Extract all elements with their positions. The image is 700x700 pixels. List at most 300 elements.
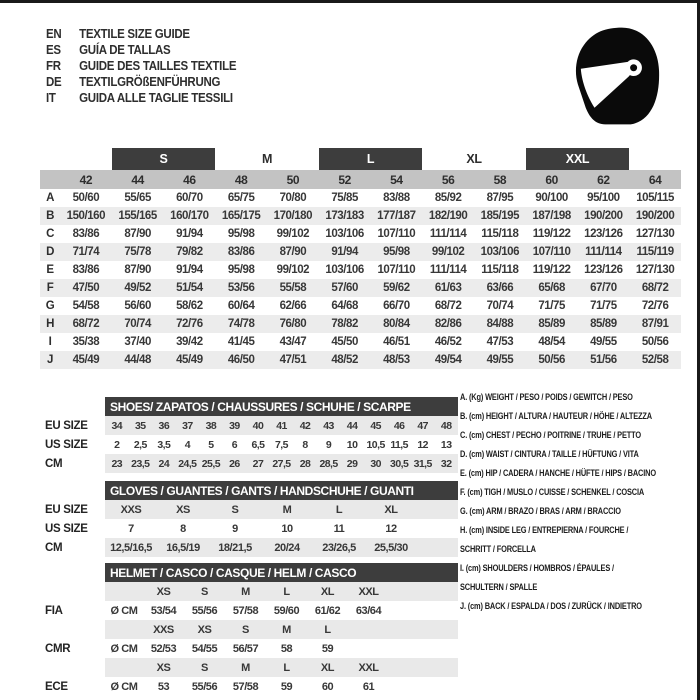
measure-row-b xyxy=(40,207,681,225)
value-cell: 2,5 xyxy=(133,438,147,451)
header-spacer xyxy=(45,481,105,500)
value-cell: XL xyxy=(384,503,398,516)
size-value: 119/122 xyxy=(532,228,571,240)
size-value: 170/180 xyxy=(273,210,313,222)
size-value: 71/75 xyxy=(538,300,565,312)
section-row xyxy=(45,538,458,557)
size-value: 44/48 xyxy=(124,354,151,366)
section-row xyxy=(45,435,458,454)
helmet-value: 61 xyxy=(362,680,375,693)
size-value: 87/90 xyxy=(279,246,307,258)
size-value: 63/66 xyxy=(486,282,514,294)
helmet-size-label: XXS xyxy=(153,623,174,636)
size-group-l: L xyxy=(319,148,423,170)
legend-entry xyxy=(460,597,693,616)
size-value: 95/98 xyxy=(227,264,255,276)
size-value: 84/88 xyxy=(486,318,514,330)
sizes-strip xyxy=(105,620,458,639)
helmet-size-label: XS xyxy=(156,661,171,674)
row-label: US SIZE xyxy=(45,438,88,451)
legend-line: I. (cm) SHOULDERS / HOMBROS / ÉPAULES / xyxy=(460,563,614,574)
value-cell: 31,5 xyxy=(413,457,432,470)
helmet-value: 53 xyxy=(157,680,170,693)
row-label xyxy=(45,582,105,601)
value-cell: 42 xyxy=(299,419,311,432)
value-cell: 10 xyxy=(346,438,358,451)
value-cell: 10 xyxy=(281,522,293,535)
size-value: 115/119 xyxy=(636,246,674,258)
helmet-size-label: L xyxy=(283,585,290,598)
size-value: 50/60 xyxy=(72,192,100,204)
size-value: 47/50 xyxy=(72,282,100,294)
value-cell: 7 xyxy=(128,522,134,535)
value-cell: 11 xyxy=(333,522,345,535)
helmet-size-label: XS xyxy=(156,585,171,598)
values-strip xyxy=(105,538,458,557)
row-letter: A xyxy=(46,192,54,204)
size-value: 76/80 xyxy=(279,318,307,330)
size-value: 68/72 xyxy=(641,282,669,294)
standard-label: CMR xyxy=(45,642,71,655)
size-value: 37/40 xyxy=(124,336,151,348)
size-value: 54/58 xyxy=(72,300,100,312)
helmet-value: 59 xyxy=(321,642,334,655)
size-value: 119/122 xyxy=(532,264,571,276)
legend-entry xyxy=(460,426,693,445)
row-label: EU SIZE xyxy=(45,503,88,516)
size-value: 123/126 xyxy=(584,228,623,240)
size-value: 91/94 xyxy=(331,246,358,258)
value-cell: 9 xyxy=(232,522,238,535)
column-header: 58 xyxy=(493,172,507,187)
row-label: US SIZE xyxy=(45,522,88,535)
row-letter: F xyxy=(46,282,54,294)
section-title-bar: HELMET / CASCO / CASQUE / HELM / CASCO xyxy=(105,563,458,582)
size-value: 45/49 xyxy=(72,354,100,366)
size-value: 155/165 xyxy=(118,210,157,222)
size-value: 79/82 xyxy=(176,246,203,258)
value-cell: XXS xyxy=(120,503,142,516)
section-title-bar: GLOVES / GUANTES / GANTS / HANDSCHUHE / GUANTI xyxy=(105,481,458,500)
values-strip xyxy=(105,677,458,696)
size-value: 90/100 xyxy=(535,192,568,204)
column-header: 64 xyxy=(648,172,662,187)
legend-line: C. (cm) CHEST / PECHO / POITRINE / TRUHE / PETTO xyxy=(460,430,641,441)
language-row xyxy=(46,74,236,90)
column-header: 48 xyxy=(234,172,248,187)
size-value: 70/74 xyxy=(124,318,151,330)
value-cell: 20/24 xyxy=(274,541,300,554)
helmet-size-label: XL xyxy=(320,585,335,598)
value-cell: 18/21,5 xyxy=(218,541,252,554)
value-cell: 12,5/16,5 xyxy=(110,541,152,554)
value-cell: 41 xyxy=(276,419,287,432)
value-cell: 6 xyxy=(231,438,238,451)
size-value: 190/200 xyxy=(584,210,623,222)
helmet-value: 54/55 xyxy=(191,642,218,655)
size-value: 47/53 xyxy=(486,336,514,348)
value-cell: 23/26,5 xyxy=(322,541,356,554)
value-cell: 39 xyxy=(229,419,240,432)
row-label: CM xyxy=(45,541,63,554)
size-value: 68/72 xyxy=(434,300,462,312)
size-value: 51/54 xyxy=(176,282,203,294)
language-code: IT xyxy=(46,91,56,105)
value-cell: 25,5/30 xyxy=(374,541,408,554)
size-value: 46/50 xyxy=(227,354,255,366)
legend-entry xyxy=(460,388,693,407)
size-value: 115/118 xyxy=(481,264,519,276)
column-header: 56 xyxy=(441,172,455,187)
value-cell: 13 xyxy=(440,438,452,451)
language-title-list xyxy=(46,26,253,106)
size-group-xl: XL xyxy=(466,152,482,166)
column-header: 42 xyxy=(79,172,93,187)
value-cell: 29 xyxy=(346,457,358,470)
size-value: 68/72 xyxy=(72,318,100,330)
helmet-value: 57/58 xyxy=(232,680,259,693)
helmet-sizes-row xyxy=(45,582,458,601)
legend-line: F. (cm) TIGH / MUSLO / CUISSE / SCHENKEL / COSCIA xyxy=(460,487,645,498)
language-row xyxy=(46,42,236,58)
value-cell: 45 xyxy=(370,419,381,432)
size-value: 95/100 xyxy=(587,192,620,204)
value-cell: 7,5 xyxy=(275,438,288,451)
legend-line: D. (cm) WAIST / CINTURA / TAILLE / HÜFTUNG / VITA xyxy=(460,449,639,460)
value-cell: 37 xyxy=(182,419,193,432)
helmet-sizes-row xyxy=(45,658,458,677)
size-value: 35/38 xyxy=(72,336,100,348)
helmet-values-row xyxy=(45,601,458,620)
value-cell: 8 xyxy=(302,438,308,451)
standard-label: ECE xyxy=(45,680,68,693)
size-value: 105/115 xyxy=(636,192,675,204)
size-value: 111/114 xyxy=(585,246,622,258)
helmet-value: 61/62 xyxy=(314,604,341,617)
size-group-row xyxy=(40,148,681,170)
size-value: 45/49 xyxy=(176,354,203,366)
values-strip xyxy=(105,639,458,658)
row-letter: J xyxy=(47,354,53,366)
size-value: 127/130 xyxy=(635,264,675,276)
size-value: 72/76 xyxy=(176,318,203,330)
value-cell: 24,5 xyxy=(178,457,197,470)
row-letter: G xyxy=(45,300,55,312)
helmet-value: 63/64 xyxy=(355,604,382,617)
value-cell: 23 xyxy=(111,457,123,470)
legend-line: SCHRITT / FORCELLA xyxy=(460,544,536,555)
size-value: 62/66 xyxy=(279,300,307,312)
size-value: 55/58 xyxy=(279,282,307,294)
size-value: 65/68 xyxy=(538,282,565,294)
helmet-value: 56/57 xyxy=(232,642,259,655)
helmet-values-row xyxy=(45,677,458,696)
language-code: FR xyxy=(46,59,61,73)
value-cell: 16,5/19 xyxy=(166,541,200,554)
values-strip xyxy=(105,601,458,620)
helmet-size-label: M xyxy=(241,661,250,674)
size-value: 111/114 xyxy=(429,228,467,240)
guide-title: TEXTILE SIZE GUIDE xyxy=(79,27,190,41)
section-row xyxy=(45,416,458,435)
value-cell: 27 xyxy=(252,457,264,470)
helmet-size-label: XXL xyxy=(358,585,379,598)
size-value: 99/102 xyxy=(276,228,310,240)
size-value: 43/47 xyxy=(279,336,307,348)
column-header: 52 xyxy=(338,172,351,187)
size-value: 182/190 xyxy=(428,210,468,222)
measure-row-a xyxy=(40,189,681,207)
size-value: 48/53 xyxy=(383,354,410,366)
size-value: 64/68 xyxy=(331,300,358,312)
size-value: 57/60 xyxy=(331,282,358,294)
legend-entry xyxy=(460,407,693,426)
size-value: 75/78 xyxy=(124,246,151,258)
measure-row-f xyxy=(40,279,681,297)
value-cell: 2 xyxy=(114,438,120,451)
size-value: 107/110 xyxy=(377,264,416,276)
value-cell: 9 xyxy=(325,438,332,451)
language-row xyxy=(46,26,236,42)
legend-entry xyxy=(460,464,693,483)
size-value: 80/84 xyxy=(383,318,410,330)
size-value: 87/90 xyxy=(124,264,151,276)
guide-title: GUIDE DES TAILLES TEXTILE xyxy=(79,59,237,73)
size-value: 49/55 xyxy=(486,354,514,366)
row-letter: I xyxy=(48,336,52,348)
diameter-unit-label: Ø CM xyxy=(110,604,138,617)
value-cell: 35 xyxy=(135,419,146,432)
legend-line: B. (cm) HEIGHT / ALTURA / HAUTEUR / HÖHE / ALTEZZA xyxy=(460,411,652,422)
guide-title: GUÍA DE TALLAS xyxy=(79,43,171,57)
row-letter: E xyxy=(46,264,54,276)
column-header: 44 xyxy=(131,172,144,187)
size-value: 85/92 xyxy=(434,192,462,204)
legend-line: E. (cm) HIP / CADERA / HANCHE / HÜFTE / HIPS / BACINO xyxy=(460,468,656,479)
helmet-size-label: S xyxy=(201,585,208,598)
value-cell: 12 xyxy=(385,522,397,535)
helmet-value: 57/58 xyxy=(232,604,259,617)
helmet-size-label: L xyxy=(324,623,331,636)
size-columns-row xyxy=(40,170,681,189)
diameter-unit-label: Ø CM xyxy=(110,642,138,655)
size-value: 48/52 xyxy=(331,354,358,366)
value-cell: 44 xyxy=(346,419,358,432)
value-cell: 32 xyxy=(440,457,452,470)
size-value: 65/75 xyxy=(227,192,255,204)
measure-row-g xyxy=(40,297,681,315)
language-code: ES xyxy=(46,43,61,57)
measure-row-i xyxy=(40,333,681,351)
values-strip xyxy=(105,416,458,435)
column-header: 60 xyxy=(545,172,558,187)
size-value: 56/60 xyxy=(124,300,151,312)
size-value: 70/74 xyxy=(486,300,514,312)
size-value: 75/85 xyxy=(331,192,358,204)
helmet-size-label: L xyxy=(283,661,290,674)
size-value: 71/74 xyxy=(72,246,100,258)
size-value: 111/114 xyxy=(429,264,467,276)
size-value: 190/200 xyxy=(635,210,675,222)
size-group-xxl: XXL xyxy=(526,148,630,170)
language-row xyxy=(46,90,236,106)
values-strip xyxy=(105,454,458,473)
guide-title: TEXTILGRÖßENFÜHRUNG xyxy=(79,75,221,89)
column-header: 50 xyxy=(286,172,300,187)
helmet-value: 59/60 xyxy=(273,604,300,617)
unit-spacer xyxy=(105,658,143,677)
section-row xyxy=(45,500,458,519)
size-value: 185/195 xyxy=(480,210,520,222)
size-value: 50/56 xyxy=(538,354,565,366)
section-header xyxy=(45,563,458,582)
value-cell: 30,5 xyxy=(390,457,409,470)
legend-line: A. (Kg) WEIGHT / PESO / POIDS / GEWITCH / PESO xyxy=(460,392,633,403)
shoes-section xyxy=(45,397,458,473)
size-value: 107/110 xyxy=(377,228,416,240)
size-value: 60/70 xyxy=(176,192,203,204)
size-group-m: M xyxy=(261,152,273,166)
guide-title: GUIDA ALLE TAGLIE TESSILI xyxy=(79,91,233,105)
size-value: 87/91 xyxy=(641,318,669,330)
legend-entry xyxy=(460,559,693,597)
size-value: 91/94 xyxy=(176,228,203,240)
gloves-section xyxy=(45,481,458,557)
size-value: 45/50 xyxy=(331,336,358,348)
value-cell: 47 xyxy=(417,419,428,432)
value-cell: 43 xyxy=(323,419,334,432)
helmet-value: 53/54 xyxy=(150,604,177,617)
value-cell: 28,5 xyxy=(319,457,338,470)
section-header xyxy=(45,481,458,500)
sizes-strip xyxy=(105,658,458,677)
column-header: 62 xyxy=(597,172,610,187)
size-value: 123/126 xyxy=(584,264,623,276)
header-spacer xyxy=(45,563,105,582)
size-value: 127/130 xyxy=(635,228,675,240)
helmet-values-row xyxy=(45,639,458,658)
size-value: 78/82 xyxy=(331,318,358,330)
helmet-section xyxy=(45,563,458,696)
size-group-s: S xyxy=(112,148,216,170)
size-value: 71/75 xyxy=(590,300,617,312)
size-value: 165/175 xyxy=(221,210,261,222)
value-cell: 24 xyxy=(158,457,170,470)
helmet-value: 55/56 xyxy=(191,680,218,693)
language-code: DE xyxy=(46,75,62,89)
size-value: 70/80 xyxy=(279,192,307,204)
size-value: 53/56 xyxy=(227,282,255,294)
section-row xyxy=(45,519,458,538)
size-value: 50/56 xyxy=(641,336,669,348)
helmet-size-label: M xyxy=(241,585,250,598)
value-cell: 6,5 xyxy=(251,438,265,451)
size-value: 83/86 xyxy=(72,264,100,276)
size-value: 107/110 xyxy=(532,246,571,258)
size-value: 85/89 xyxy=(590,318,617,330)
measure-row-h xyxy=(40,315,681,333)
helmet-size-label: XXL xyxy=(358,661,379,674)
row-letter: C xyxy=(46,228,54,240)
size-value: 99/102 xyxy=(431,246,465,258)
corner-cell xyxy=(40,170,60,189)
size-value: 59/62 xyxy=(383,282,410,294)
size-value: 95/98 xyxy=(383,246,410,258)
value-cell: 27,5 xyxy=(272,457,291,470)
measure-row-c xyxy=(40,225,681,243)
helmet-size-label: M xyxy=(282,623,291,636)
size-value: 83/86 xyxy=(227,246,255,258)
unit-spacer xyxy=(105,620,143,639)
size-value: 67/70 xyxy=(590,282,617,294)
size-value: 51/56 xyxy=(590,354,617,366)
helmet-size-label: XS xyxy=(197,623,212,636)
section-title-bar: SHOES/ ZAPATOS / CHAUSSURES / SCHUHE / SCARPE xyxy=(105,397,458,416)
size-value: 58/62 xyxy=(176,300,203,312)
values-strip xyxy=(105,519,458,538)
value-cell: 28 xyxy=(299,457,311,470)
value-cell: 11,5 xyxy=(390,438,408,451)
legend-line: SCHULTERN / SPALLE xyxy=(460,582,538,593)
legend-entry xyxy=(460,502,693,521)
size-value: 55/65 xyxy=(124,192,151,204)
value-cell: 4 xyxy=(184,438,190,451)
diameter-unit-label: Ø CM xyxy=(110,680,138,693)
standard-label: FIA xyxy=(45,604,63,617)
size-value: 82/86 xyxy=(434,318,462,330)
value-cell: 48 xyxy=(440,419,452,432)
helmet-value: 58 xyxy=(280,642,293,655)
value-cell: S xyxy=(231,503,239,516)
value-cell: 3,5 xyxy=(157,438,171,451)
value-cell: 34 xyxy=(111,419,123,432)
size-value: 99/102 xyxy=(276,264,310,276)
size-value: 150/160 xyxy=(66,210,106,222)
size-value: 83/88 xyxy=(383,192,410,204)
legend-line: G. (cm) ARM / BRAZO / BRAS / ARM / BRACCIO xyxy=(460,506,621,517)
legend-line: J. (cm) BACK / ESPALDA / DOS / ZURÜCK / INDIETRO xyxy=(460,601,642,612)
size-value: 115/118 xyxy=(481,228,519,240)
helmet-value: 59 xyxy=(280,680,293,693)
values-strip xyxy=(105,435,458,454)
measure-row-e xyxy=(40,261,681,279)
value-cell: 46 xyxy=(393,419,405,432)
value-cell: 5 xyxy=(208,438,214,451)
size-value: 173/183 xyxy=(325,210,364,222)
row-letter: H xyxy=(46,318,54,330)
size-value: 187/198 xyxy=(532,210,571,222)
size-value: 46/52 xyxy=(434,336,462,348)
unit-spacer xyxy=(105,582,143,601)
size-value: 49/52 xyxy=(124,282,151,294)
helmet-value: 55/56 xyxy=(191,604,218,617)
helmet-value: 60 xyxy=(321,680,334,693)
size-value: 46/51 xyxy=(383,336,410,348)
size-value: 72/76 xyxy=(641,300,669,312)
section-header xyxy=(45,397,458,416)
value-cell: L xyxy=(335,503,343,516)
value-cell: 12 xyxy=(417,438,428,451)
language-code: EN xyxy=(46,27,62,41)
size-value: 83/86 xyxy=(72,228,100,240)
full-face-helmet-icon xyxy=(573,25,661,129)
value-cell: 40 xyxy=(252,419,264,432)
value-cell: 23,5 xyxy=(131,457,150,470)
helmet-sizes-row xyxy=(45,620,458,639)
size-value: 41/45 xyxy=(227,336,255,348)
size-value: 177/187 xyxy=(377,210,416,222)
size-value: 49/54 xyxy=(434,354,462,366)
